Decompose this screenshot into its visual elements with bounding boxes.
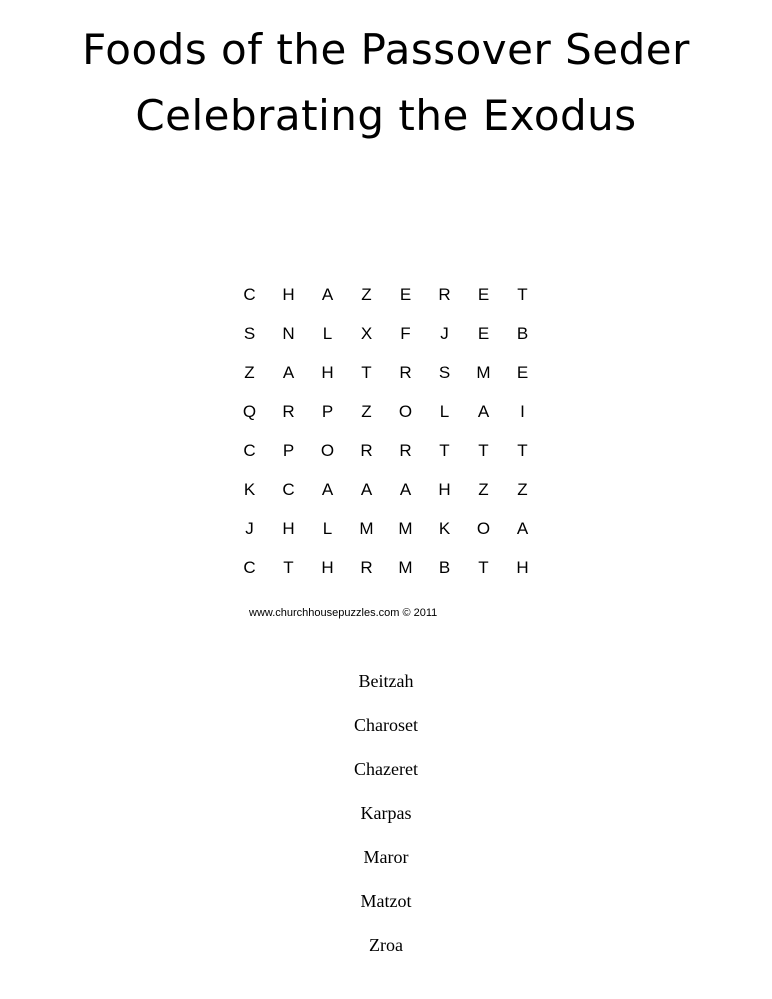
grid-letter: R (399, 363, 412, 382)
grid-letter: K (243, 480, 256, 499)
grid-letter: E (477, 285, 490, 304)
grid-row (230, 353, 542, 392)
grid-letter: B (438, 558, 451, 577)
grid-letter: J (440, 324, 449, 343)
grid-letter: E (399, 285, 412, 304)
grid-letter: J (245, 519, 254, 538)
grid-row (230, 431, 542, 470)
grid-letter: E (516, 363, 529, 382)
grid-letter: Z (244, 363, 255, 382)
grid-letter: H (282, 285, 295, 304)
grid-letter: S (243, 324, 256, 343)
word-search-grid (230, 275, 542, 587)
grid-letter: L (439, 402, 450, 421)
grid-letter: H (321, 363, 334, 382)
grid-letter: T (439, 441, 450, 460)
grid-letter: M (359, 519, 374, 538)
grid-row (230, 470, 542, 509)
grid-letter: S (438, 363, 451, 382)
grid-letter: C (282, 480, 295, 499)
grid-letter: M (476, 363, 491, 382)
grid-letter: R (438, 285, 451, 304)
grid-letter: A (282, 363, 295, 382)
grid-row (230, 509, 542, 548)
grid-letter: C (243, 285, 256, 304)
grid-row (230, 548, 542, 587)
grid-letter: H (282, 519, 295, 538)
grid-letter: A (516, 519, 529, 538)
grid-letter: Z (361, 285, 372, 304)
puzzle-title: Foods of the Passover Seder (82, 25, 690, 74)
grid-letter: O (398, 402, 413, 421)
grid-row (230, 314, 542, 353)
word-list-item: Chazeret (354, 759, 418, 779)
grid-letter: T (361, 363, 372, 382)
grid-letter: C (243, 558, 256, 577)
grid-letter: T (478, 558, 489, 577)
grid-letter: R (399, 441, 412, 460)
grid-letter: T (517, 285, 528, 304)
grid-letter: Z (478, 480, 489, 499)
word-list-item: Maror (363, 847, 409, 867)
word-list-item: Charoset (354, 715, 418, 735)
grid-letter: E (477, 324, 490, 343)
grid-letter: L (322, 519, 333, 538)
grid-letter: A (321, 285, 334, 304)
grid-letter: M (398, 558, 413, 577)
grid-letter: R (360, 558, 373, 577)
grid-row (230, 392, 542, 431)
grid-letter: A (360, 480, 373, 499)
grid-letter: Z (361, 402, 372, 421)
word-list (0, 669, 772, 977)
grid-letter: Q (242, 402, 257, 421)
grid-letter: A (477, 402, 490, 421)
grid-letter: R (282, 402, 295, 421)
grid-letter: P (321, 402, 334, 421)
grid-letter: X (360, 324, 373, 343)
word-list-item: Karpas (360, 803, 412, 823)
grid-row (230, 275, 542, 314)
grid-letter: C (243, 441, 256, 460)
grid-letter: T (478, 441, 489, 460)
grid-letter: I (520, 402, 525, 421)
grid-letter: R (360, 441, 373, 460)
grid-letter: P (282, 441, 295, 460)
grid-letter: M (398, 519, 413, 538)
grid-letter: T (517, 441, 528, 460)
puzzle-subtitle: Celebrating the Exodus (135, 91, 637, 140)
word-list-item: Beitzah (358, 671, 414, 691)
word-list-item: Zroa (369, 935, 403, 955)
grid-letter: B (516, 324, 529, 343)
grid-letter: H (438, 480, 451, 499)
grid-letter: L (322, 324, 333, 343)
grid-letter: T (283, 558, 294, 577)
grid-letter: A (321, 480, 334, 499)
grid-letter: N (282, 324, 295, 343)
grid-letter: A (399, 480, 412, 499)
word-list-item: Matzot (360, 891, 412, 911)
grid-letter: O (476, 519, 491, 538)
grid-letter: Z (517, 480, 528, 499)
grid-letter: F (400, 324, 411, 343)
copyright-notice: www.churchhousepuzzles.com © 2011 (249, 607, 438, 619)
grid-letter: H (321, 558, 334, 577)
grid-letter: O (320, 441, 335, 460)
grid-letter: H (516, 558, 529, 577)
grid-letter: K (438, 519, 451, 538)
